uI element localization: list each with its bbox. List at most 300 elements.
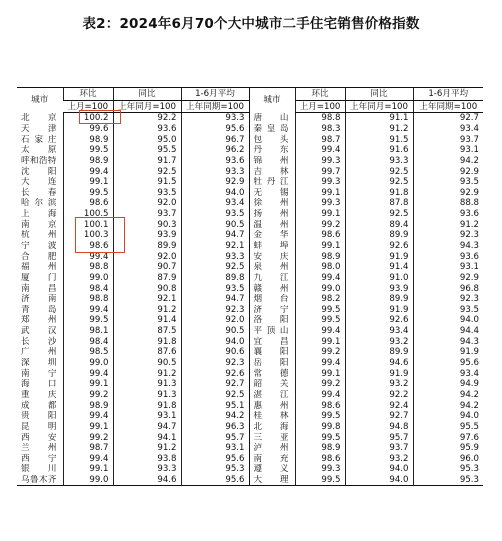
- table-row: [17, 432, 483, 443]
- yoy-value: 91.9: [345, 251, 413, 262]
- avg-value: 93.5: [413, 305, 483, 316]
- table-row: [17, 422, 483, 433]
- mom-header-left: 环比: [63, 88, 113, 101]
- city-name: 泸州: [249, 443, 295, 454]
- avg-value: 92.7: [181, 379, 249, 390]
- yoy-value: 87.5: [113, 326, 181, 337]
- mom-value: 100.3: [63, 230, 113, 241]
- avg-value: 92.7: [413, 113, 483, 124]
- table-row: [17, 475, 483, 486]
- city-name: 长春: [21, 187, 57, 198]
- mom-value: 99.7: [295, 166, 345, 177]
- mom-value: 98.9: [295, 251, 345, 262]
- mom-value: 99.3: [295, 156, 345, 167]
- avg-value: 96.3: [181, 422, 249, 433]
- mom-value: 98.7: [63, 443, 113, 454]
- mom-value: 98.9: [295, 443, 345, 454]
- city-name: 广州: [21, 347, 57, 358]
- avg-base-right: 上年同期=100: [413, 101, 483, 113]
- yoy-value: 91.9: [345, 368, 413, 379]
- avg-value: 94.4: [413, 326, 483, 337]
- mom-value: 99.4: [63, 368, 113, 379]
- yoy-value: 92.4: [345, 400, 413, 411]
- mom-value: 98.6: [295, 454, 345, 465]
- yoy-value: 94.8: [345, 422, 413, 433]
- table-row: [17, 241, 483, 252]
- city-name: 洛阳: [249, 315, 295, 326]
- header-row-1: [17, 88, 483, 101]
- yoy-value: 93.7: [345, 443, 413, 454]
- avg-value: 94.2: [413, 390, 483, 401]
- yoy-value: 95.5: [113, 145, 181, 156]
- avg-value: 95.6: [413, 358, 483, 369]
- avg-value: 93.5: [181, 283, 249, 294]
- avg-value: 94.3: [413, 241, 483, 252]
- yoy-value: 92.5: [345, 209, 413, 220]
- mom-value: 99.3: [295, 198, 345, 209]
- table-row: [17, 113, 483, 124]
- mom-value: 99.1: [295, 209, 345, 220]
- mom-value: 98.4: [63, 283, 113, 294]
- city-name: 南昌: [21, 283, 57, 294]
- yoy-value: 93.8: [113, 454, 181, 465]
- city-name: 深圳: [21, 358, 57, 369]
- city-name: 湛江: [249, 390, 295, 401]
- yoy-value: 93.3: [113, 464, 181, 475]
- table-row: [17, 464, 483, 475]
- city-name: 大连: [21, 177, 57, 188]
- yoy-value: 91.4: [345, 262, 413, 273]
- avg-value: 95.3: [413, 475, 483, 486]
- city-name: 天津: [21, 123, 57, 134]
- city-name: 武汉: [21, 326, 57, 337]
- avg-value: 93.6: [413, 209, 483, 220]
- yoy-value: 89.9: [345, 347, 413, 358]
- avg-value: 93.4: [413, 368, 483, 379]
- avg-value: 88.8: [413, 198, 483, 209]
- city-name: 成都: [21, 400, 57, 411]
- mom-header-right: 环比: [295, 88, 345, 101]
- mom-value: 99.3: [295, 177, 345, 188]
- mom-value: 99.8: [295, 422, 345, 433]
- yoy-value: 93.5: [113, 187, 181, 198]
- city-name: 韶关: [249, 379, 295, 390]
- avg-value: 94.0: [181, 187, 249, 198]
- yoy-value: 91.6: [345, 145, 413, 156]
- city-name: 南充: [249, 454, 295, 465]
- yoy-value: 94.0: [345, 475, 413, 486]
- yoy-value: 89.9: [113, 241, 181, 252]
- table-row: [17, 400, 483, 411]
- mom-value: 98.4: [63, 336, 113, 347]
- yoy-value: 94.7: [113, 422, 181, 433]
- mom-value: 98.9: [63, 156, 113, 167]
- avg-value: 92.0: [181, 315, 249, 326]
- yoy-value: 91.3: [113, 379, 181, 390]
- avg-value: 91.2: [413, 219, 483, 230]
- avg-value: 93.7: [413, 134, 483, 145]
- yoy-value: 93.9: [113, 230, 181, 241]
- city-name: 金华: [249, 230, 295, 241]
- mom-value: 98.1: [63, 326, 113, 337]
- mom-value: 99.1: [63, 177, 113, 188]
- mom-value: 98.0: [295, 262, 345, 273]
- table-row: [17, 294, 483, 305]
- avg-value: 93.3: [181, 113, 249, 124]
- avg-value: 95.1: [181, 400, 249, 411]
- yoy-value: 92.6: [345, 241, 413, 252]
- avg-value: 93.5: [413, 177, 483, 188]
- mom-value: 99.1: [63, 422, 113, 433]
- table-row: [17, 368, 483, 379]
- yoy-value: 92.2: [113, 113, 181, 124]
- city-name: 石家庄: [21, 134, 57, 145]
- city-name: 烟台: [249, 294, 295, 305]
- city-name: 牡丹江: [249, 177, 295, 188]
- yoy-value: 92.1: [113, 294, 181, 305]
- city-name: 太原: [21, 145, 57, 156]
- avg-value: 90.6: [181, 347, 249, 358]
- mom-value: 99.2: [295, 379, 345, 390]
- mom-value: 99.4: [63, 166, 113, 177]
- city-name: 海口: [21, 379, 57, 390]
- avg-value: 93.4: [181, 198, 249, 209]
- avg-value: 95.6: [181, 454, 249, 465]
- avg-value: 93.1: [413, 262, 483, 273]
- yoy-value: 92.5: [345, 166, 413, 177]
- mom-value: 99.6: [63, 124, 113, 135]
- city-name: 丹东: [249, 145, 295, 156]
- city-name: 南宁: [21, 368, 57, 379]
- table-row: [17, 198, 483, 209]
- yoy-value: 91.2: [113, 443, 181, 454]
- yoy-value: 91.3: [113, 390, 181, 401]
- yoy-value: 87.8: [345, 198, 413, 209]
- yoy-value: 94.1: [113, 432, 181, 443]
- mom-value: 99.5: [63, 315, 113, 326]
- mom-value: 99.2: [63, 390, 113, 401]
- mom-value: 98.8: [63, 294, 113, 305]
- yoy-value: 91.0: [345, 273, 413, 284]
- city-header-right: 城市: [249, 88, 295, 113]
- avg-value: 93.3: [181, 166, 249, 177]
- yoy-header-left: 同比: [113, 88, 181, 101]
- mom-value: 99.5: [295, 475, 345, 486]
- avg-value: 96.8: [413, 283, 483, 294]
- avg-value: 95.3: [181, 464, 249, 475]
- city-name: 呼和浩特: [21, 155, 57, 166]
- yoy-value: 91.8: [113, 336, 181, 347]
- yoy-base-left: 上年同月=100: [113, 101, 181, 113]
- yoy-value: 93.2: [345, 454, 413, 465]
- avg-value: 92.9: [413, 166, 483, 177]
- city-name: 三亚: [249, 432, 295, 443]
- table-row: [17, 230, 483, 241]
- table-row: [17, 187, 483, 198]
- yoy-value: 92.5: [113, 166, 181, 177]
- avg-value: 92.3: [413, 230, 483, 241]
- city-name: 沈阳: [21, 166, 57, 177]
- mom-value: 99.0: [63, 475, 113, 486]
- city-name: 福州: [21, 262, 57, 273]
- avg-value: 93.6: [181, 156, 249, 167]
- avg-value: 94.7: [181, 230, 249, 241]
- mom-value: 99.4: [63, 251, 113, 262]
- mom-value: 99.5: [63, 187, 113, 198]
- yoy-value: 91.4: [113, 315, 181, 326]
- avg-value: 91.9: [413, 347, 483, 358]
- yoy-value: 93.1: [113, 411, 181, 422]
- avg-value: 95.6: [181, 124, 249, 135]
- city-name: 兰州: [21, 443, 57, 454]
- yoy-value: 89.9: [345, 230, 413, 241]
- yoy-value: 93.4: [345, 326, 413, 337]
- yoy-value: 92.0: [113, 251, 181, 262]
- yoy-value: 93.2: [345, 379, 413, 390]
- mom-value: 99.5: [63, 145, 113, 156]
- yoy-value: 89.9: [345, 294, 413, 305]
- yoy-value: 91.5: [113, 177, 181, 188]
- city-name: 西宁: [21, 453, 57, 464]
- avg-value: 92.1: [181, 241, 249, 252]
- mom-value: 99.4: [295, 390, 345, 401]
- avg-value: 93.3: [181, 251, 249, 262]
- avg-value: 90.5: [181, 326, 249, 337]
- city-name: 惠州: [249, 400, 295, 411]
- mom-value: 99.4: [295, 145, 345, 156]
- mom-value: 100.5: [63, 209, 113, 220]
- yoy-value: 94.6: [345, 358, 413, 369]
- city-name: 扬州: [249, 209, 295, 220]
- avg-value: 96.7: [181, 134, 249, 145]
- table-row: [17, 251, 483, 262]
- mom-value: 99.4: [295, 273, 345, 284]
- mom-value: 98.2: [295, 294, 345, 305]
- mom-value: 99.2: [295, 219, 345, 230]
- city-name: 厦门: [21, 272, 57, 283]
- mom-value: 98.7: [295, 134, 345, 145]
- table-row: [17, 219, 483, 230]
- yoy-header-right: 同比: [345, 88, 413, 101]
- yoy-value: 93.2: [345, 336, 413, 347]
- table-row: [17, 390, 483, 401]
- table-row: [17, 283, 483, 294]
- avg-value: 93.1: [413, 145, 483, 156]
- mom-base-left: 上月=100: [63, 101, 113, 113]
- mom-value: 98.9: [63, 400, 113, 411]
- city-name: 无锡: [249, 187, 295, 198]
- avg-value: 92.6: [181, 368, 249, 379]
- table-row: [17, 134, 483, 145]
- mom-value: 98.6: [295, 400, 345, 411]
- city-name: 北海: [249, 422, 295, 433]
- mom-value: 99.5: [295, 315, 345, 326]
- mom-value: 99.4: [295, 358, 345, 369]
- city-name: 襄阳: [249, 347, 295, 358]
- mom-value: 98.3: [295, 124, 345, 135]
- city-name: 桂林: [249, 411, 295, 422]
- avg-header-right: 1-6月平均: [413, 88, 483, 101]
- yoy-value: 91.2: [113, 368, 181, 379]
- avg-value: 94.0: [413, 411, 483, 422]
- table-row: [17, 177, 483, 188]
- yoy-value: 91.2: [113, 305, 181, 316]
- mom-value: 98.6: [63, 241, 113, 252]
- yoy-value: 91.1: [345, 113, 413, 124]
- table-row: [17, 166, 483, 177]
- mom-value: 99.0: [295, 283, 345, 294]
- city-name: 温州: [249, 219, 295, 230]
- yoy-value: 91.2: [345, 124, 413, 135]
- city-name: 杭州: [21, 230, 57, 241]
- table-row: [17, 315, 483, 326]
- yoy-base-right: 上年同月=100: [345, 101, 413, 113]
- avg-header-left: 1-6月平均: [181, 88, 249, 101]
- mom-value: 99.0: [63, 273, 113, 284]
- table-row: [17, 454, 483, 465]
- table-row: [17, 124, 483, 135]
- yoy-value: 95.7: [345, 432, 413, 443]
- city-name: 赣州: [249, 283, 295, 294]
- city-name: 银川: [21, 464, 57, 475]
- city-name: 宁波: [21, 241, 57, 251]
- table-row: [17, 262, 483, 273]
- mom-value: 99.2: [295, 347, 345, 358]
- table-row: [17, 273, 483, 284]
- mom-value: 99.1: [63, 464, 113, 475]
- city-name: 锦州: [249, 156, 295, 167]
- city-name: 岳阳: [249, 358, 295, 369]
- city-name: 郑州: [21, 315, 57, 326]
- yoy-value: 91.5: [345, 134, 413, 145]
- yoy-value: 87.9: [113, 273, 181, 284]
- mom-value: 100.2: [63, 113, 113, 124]
- avg-value: 92.5: [181, 390, 249, 401]
- mom-value: 98.8: [295, 113, 345, 124]
- yoy-value: 92.7: [345, 411, 413, 422]
- mom-value: 98.5: [63, 347, 113, 358]
- avg-value: 96.0: [413, 454, 483, 465]
- avg-value: 95.6: [181, 475, 249, 486]
- mom-value: 98.9: [63, 134, 113, 145]
- table-row: [17, 209, 483, 220]
- avg-value: 95.5: [413, 422, 483, 433]
- city-name: 九江: [249, 273, 295, 284]
- mom-value: 99.2: [63, 432, 113, 443]
- mom-value: 99.0: [63, 358, 113, 369]
- mom-value: 98.6: [63, 198, 113, 209]
- yoy-value: 90.8: [113, 283, 181, 294]
- avg-value: 95.9: [413, 443, 483, 454]
- city-name: 蚌埠: [249, 241, 295, 252]
- yoy-value: 87.6: [113, 347, 181, 358]
- avg-value: 90.5: [181, 219, 249, 230]
- city-name: 哈尔滨: [21, 198, 57, 209]
- city-name: 秦皇岛: [249, 124, 295, 135]
- city-name: 常德: [249, 368, 295, 379]
- mom-value: 99.1: [295, 368, 345, 379]
- avg-value: 92.9: [413, 273, 483, 284]
- table-row: [17, 145, 483, 156]
- table-title: 表2：2024年6月70个大中城市二手住宅销售价格指数: [82, 16, 420, 32]
- city-name: 南京: [21, 219, 57, 230]
- yoy-value: 91.9: [345, 305, 413, 316]
- city-name: 济南: [21, 294, 57, 305]
- mom-value: 99.4: [63, 454, 113, 465]
- yoy-value: 91.8: [113, 400, 181, 411]
- yoy-value: 93.7: [113, 209, 181, 220]
- avg-value: 95.7: [181, 432, 249, 443]
- yoy-value: 93.3: [345, 156, 413, 167]
- yoy-value: 92.0: [113, 198, 181, 209]
- city-name: 大理: [249, 475, 295, 486]
- mom-value: 99.5: [295, 432, 345, 443]
- table-row: [17, 336, 483, 347]
- city-name: 合肥: [21, 251, 57, 262]
- avg-value: 93.4: [413, 124, 483, 135]
- city-name: 青岛: [21, 304, 57, 315]
- avg-value: 93.5: [181, 209, 249, 220]
- avg-value: 94.2: [181, 411, 249, 422]
- city-name: 安庆: [249, 251, 295, 262]
- yoy-value: 90.3: [113, 219, 181, 230]
- city-header-left: 城市: [17, 88, 63, 113]
- avg-value: 94.9: [413, 379, 483, 390]
- yoy-value: 91.7: [113, 156, 181, 167]
- avg-value: 94.0: [413, 315, 483, 326]
- table-row: [17, 347, 483, 358]
- city-name: 吉林: [249, 166, 295, 177]
- yoy-value: 90.7: [113, 262, 181, 273]
- yoy-value: 92.5: [345, 177, 413, 188]
- mom-value: 99.1: [295, 187, 345, 198]
- table-row: [17, 411, 483, 422]
- mom-value: 99.5: [295, 411, 345, 422]
- mom-value: 100.1: [63, 219, 113, 230]
- city-name: 泉州: [249, 262, 295, 273]
- city-name: 包头: [249, 134, 295, 145]
- mom-value: 99.4: [63, 305, 113, 316]
- mom-value: 99.1: [295, 241, 345, 252]
- yoy-value: 94.0: [345, 464, 413, 475]
- table-row: [17, 443, 483, 454]
- table-body: [17, 113, 483, 486]
- city-name: 长沙: [21, 336, 57, 347]
- avg-value: 94.7: [181, 294, 249, 305]
- avg-value: 93.6: [413, 251, 483, 262]
- avg-value: 94.3: [413, 336, 483, 347]
- city-name: 平顶山: [249, 326, 295, 337]
- mom-value: 98.6: [295, 230, 345, 241]
- avg-value: 92.3: [181, 305, 249, 316]
- avg-value: 92.3: [413, 294, 483, 305]
- avg-value: 89.8: [181, 273, 249, 284]
- table-row: [17, 156, 483, 167]
- mom-value: 99.5: [295, 305, 345, 316]
- city-name: 济宁: [249, 305, 295, 316]
- avg-value: 94.2: [413, 400, 483, 411]
- avg-base-left: 上年同期=100: [181, 101, 249, 113]
- table-row: [17, 358, 483, 369]
- yoy-value: 93.9: [345, 283, 413, 294]
- mom-value: 99.4: [295, 326, 345, 337]
- yoy-value: 93.6: [113, 124, 181, 135]
- yoy-value: 92.6: [345, 315, 413, 326]
- city-name: 贵阳: [21, 411, 57, 422]
- city-name: 乌鲁木齐: [17, 475, 63, 486]
- yoy-value: 91.8: [345, 187, 413, 198]
- city-name: 北京: [21, 113, 57, 124]
